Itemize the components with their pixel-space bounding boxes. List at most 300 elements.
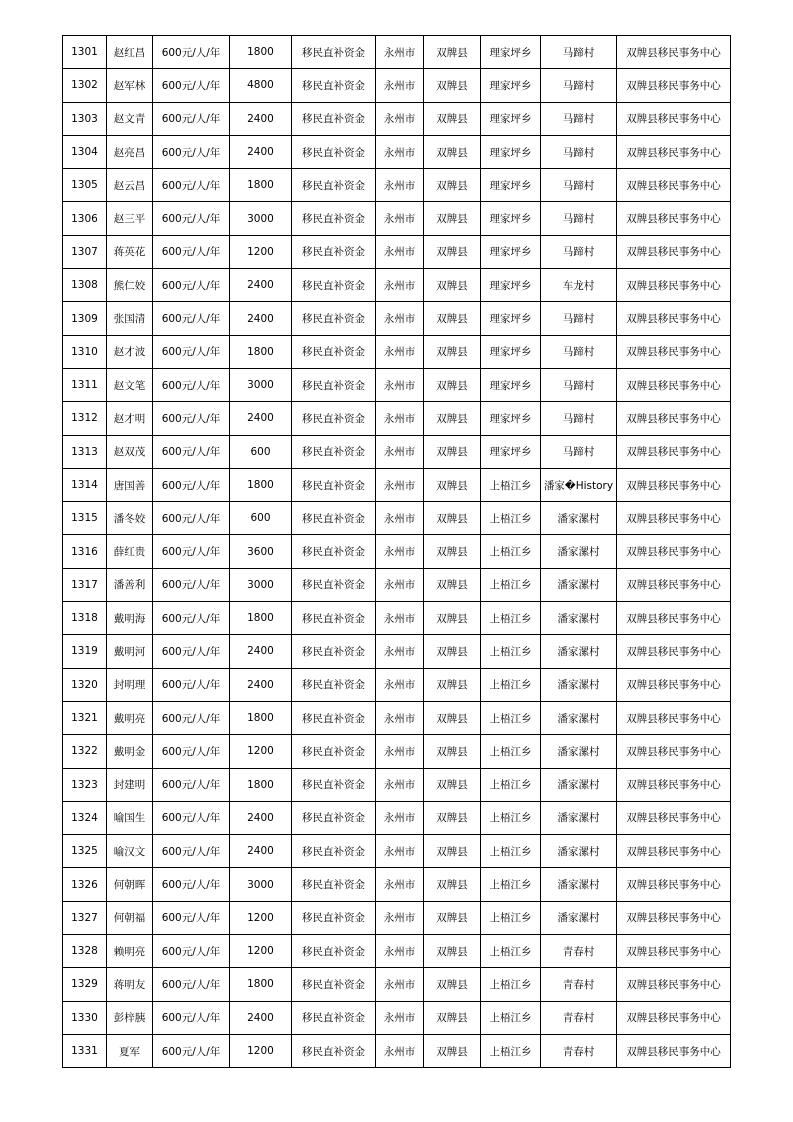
row-number-cell: 1326 bbox=[63, 868, 107, 901]
table-row bbox=[63, 135, 731, 168]
township-cell: 上梧江乡 bbox=[481, 768, 541, 801]
fund-type-cell: 移民直补资金 bbox=[292, 901, 376, 934]
township-cell: 理家坪乡 bbox=[481, 202, 541, 235]
amount-cell: 2400 bbox=[230, 835, 292, 868]
county-cell: 双牌县 bbox=[424, 835, 481, 868]
table-row bbox=[63, 169, 731, 202]
person-name-cell: 薛红贵 bbox=[107, 535, 153, 568]
issuing-agency-cell: 双牌县移民事务中心 bbox=[617, 1034, 731, 1067]
city-cell: 永州市 bbox=[376, 36, 424, 69]
row-number-cell: 1323 bbox=[63, 768, 107, 801]
row-number-cell: 1311 bbox=[63, 368, 107, 401]
amount-cell: 3000 bbox=[230, 868, 292, 901]
fund-type-cell: 移民直补资金 bbox=[292, 468, 376, 501]
fund-type-cell: 移民直补资金 bbox=[292, 1001, 376, 1034]
table-row bbox=[63, 1001, 731, 1034]
issuing-agency-cell: 双牌县移民事务中心 bbox=[617, 968, 731, 1001]
row-number-cell: 1321 bbox=[63, 701, 107, 734]
village-cell: 潘家漯村 bbox=[541, 668, 617, 701]
township-cell: 上梧江乡 bbox=[481, 901, 541, 934]
county-cell: 双牌县 bbox=[424, 1001, 481, 1034]
issuing-agency-cell: 双牌县移民事务中心 bbox=[617, 635, 731, 668]
issuing-agency-cell: 双牌县移民事务中心 bbox=[617, 535, 731, 568]
amount-cell: 1800 bbox=[230, 335, 292, 368]
county-cell: 双牌县 bbox=[424, 901, 481, 934]
fund-type-cell: 移民直补资金 bbox=[292, 768, 376, 801]
amount-cell: 1200 bbox=[230, 235, 292, 268]
person-name-cell: 赵云昌 bbox=[107, 169, 153, 202]
issuing-agency-cell: 双牌县移民事务中心 bbox=[617, 269, 731, 302]
person-name-cell: 赵亮昌 bbox=[107, 135, 153, 168]
amount-cell: 600 bbox=[230, 435, 292, 468]
city-cell: 永州市 bbox=[376, 235, 424, 268]
fund-type-cell: 移民直补资金 bbox=[292, 135, 376, 168]
city-cell: 永州市 bbox=[376, 402, 424, 435]
person-name-cell: 赵三平 bbox=[107, 202, 153, 235]
township-cell: 理家坪乡 bbox=[481, 402, 541, 435]
city-cell: 永州市 bbox=[376, 435, 424, 468]
amount-cell: 2400 bbox=[230, 135, 292, 168]
village-cell: 青春村 bbox=[541, 935, 617, 968]
township-cell: 上梧江乡 bbox=[481, 602, 541, 635]
township-cell: 理家坪乡 bbox=[481, 135, 541, 168]
table-row bbox=[63, 1034, 731, 1067]
table-row bbox=[63, 269, 731, 302]
village-cell: 马蹄村 bbox=[541, 435, 617, 468]
table-row bbox=[63, 602, 731, 635]
person-name-cell: 何朝福 bbox=[107, 901, 153, 934]
table-row bbox=[63, 235, 731, 268]
row-number-cell: 1320 bbox=[63, 668, 107, 701]
amount-cell: 2400 bbox=[230, 1001, 292, 1034]
city-cell: 永州市 bbox=[376, 535, 424, 568]
city-cell: 永州市 bbox=[376, 668, 424, 701]
county-cell: 双牌县 bbox=[424, 868, 481, 901]
township-cell: 上梧江乡 bbox=[481, 701, 541, 734]
row-number-cell: 1303 bbox=[63, 102, 107, 135]
table-row bbox=[63, 402, 731, 435]
row-number-cell: 1304 bbox=[63, 135, 107, 168]
row-number-cell: 1325 bbox=[63, 835, 107, 868]
amount-cell: 2400 bbox=[230, 801, 292, 834]
row-number-cell: 1329 bbox=[63, 968, 107, 1001]
county-cell: 双牌县 bbox=[424, 468, 481, 501]
township-cell: 上梧江乡 bbox=[481, 935, 541, 968]
village-cell: 马蹄村 bbox=[541, 36, 617, 69]
table-row bbox=[63, 36, 731, 69]
amount-cell: 1800 bbox=[230, 968, 292, 1001]
county-cell: 双牌县 bbox=[424, 735, 481, 768]
table-row bbox=[63, 335, 731, 368]
township-cell: 上梧江乡 bbox=[481, 868, 541, 901]
amount-cell: 2400 bbox=[230, 668, 292, 701]
row-number-cell: 1327 bbox=[63, 901, 107, 934]
fund-type-cell: 移民直补资金 bbox=[292, 635, 376, 668]
table-row bbox=[63, 835, 731, 868]
village-cell: 马蹄村 bbox=[541, 335, 617, 368]
village-cell: 潘家漯村 bbox=[541, 602, 617, 635]
amount-cell: 1800 bbox=[230, 169, 292, 202]
table-row bbox=[63, 502, 731, 535]
fund-type-cell: 移民直补资金 bbox=[292, 368, 376, 401]
issuing-agency-cell: 双牌县移民事务中心 bbox=[617, 835, 731, 868]
amount-cell: 2400 bbox=[230, 635, 292, 668]
city-cell: 永州市 bbox=[376, 901, 424, 934]
amount-cell: 1800 bbox=[230, 36, 292, 69]
county-cell: 双牌县 bbox=[424, 768, 481, 801]
person-name-cell: 张国清 bbox=[107, 302, 153, 335]
subsidy-standard-cell: 600元/人/年 bbox=[153, 368, 230, 401]
city-cell: 永州市 bbox=[376, 202, 424, 235]
person-name-cell: 蒋明友 bbox=[107, 968, 153, 1001]
subsidy-standard-cell: 600元/人/年 bbox=[153, 169, 230, 202]
issuing-agency-cell: 双牌县移民事务中心 bbox=[617, 801, 731, 834]
issuing-agency-cell: 双牌县移民事务中心 bbox=[617, 768, 731, 801]
fund-type-cell: 移民直补资金 bbox=[292, 235, 376, 268]
row-number-cell: 1330 bbox=[63, 1001, 107, 1034]
township-cell: 上梧江乡 bbox=[481, 735, 541, 768]
county-cell: 双牌县 bbox=[424, 36, 481, 69]
city-cell: 永州市 bbox=[376, 368, 424, 401]
village-cell: 潘家漯村 bbox=[541, 835, 617, 868]
issuing-agency-cell: 双牌县移民事务中心 bbox=[617, 69, 731, 102]
city-cell: 永州市 bbox=[376, 335, 424, 368]
issuing-agency-cell: 双牌县移民事务中心 bbox=[617, 202, 731, 235]
county-cell: 双牌县 bbox=[424, 968, 481, 1001]
row-number-cell: 1310 bbox=[63, 335, 107, 368]
row-number-cell: 1316 bbox=[63, 535, 107, 568]
subsidy-standard-cell: 600元/人/年 bbox=[153, 801, 230, 834]
subsidy-standard-cell: 600元/人/年 bbox=[153, 269, 230, 302]
city-cell: 永州市 bbox=[376, 735, 424, 768]
row-number-cell: 1319 bbox=[63, 635, 107, 668]
person-name-cell: 封建明 bbox=[107, 768, 153, 801]
issuing-agency-cell: 双牌县移民事务中心 bbox=[617, 402, 731, 435]
issuing-agency-cell: 双牌县移民事务中心 bbox=[617, 1001, 731, 1034]
county-cell: 双牌县 bbox=[424, 435, 481, 468]
table-row bbox=[63, 668, 731, 701]
subsidy-standard-cell: 600元/人/年 bbox=[153, 701, 230, 734]
person-name-cell: 赵军林 bbox=[107, 69, 153, 102]
village-cell: 马蹄村 bbox=[541, 202, 617, 235]
county-cell: 双牌县 bbox=[424, 269, 481, 302]
city-cell: 永州市 bbox=[376, 69, 424, 102]
city-cell: 永州市 bbox=[376, 768, 424, 801]
fund-type-cell: 移民直补资金 bbox=[292, 568, 376, 601]
village-cell: 马蹄村 bbox=[541, 402, 617, 435]
township-cell: 上梧江乡 bbox=[481, 835, 541, 868]
amount-cell: 1800 bbox=[230, 768, 292, 801]
fund-type-cell: 移民直补资金 bbox=[292, 435, 376, 468]
fund-type-cell: 移民直补资金 bbox=[292, 602, 376, 635]
person-name-cell: 戴明海 bbox=[107, 602, 153, 635]
county-cell: 双牌县 bbox=[424, 635, 481, 668]
subsidy-standard-cell: 600元/人/年 bbox=[153, 36, 230, 69]
subsidy-standard-cell: 600元/人/年 bbox=[153, 302, 230, 335]
city-cell: 永州市 bbox=[376, 701, 424, 734]
person-name-cell: 赵双茂 bbox=[107, 435, 153, 468]
issuing-agency-cell: 双牌县移民事务中心 bbox=[617, 502, 731, 535]
subsidy-standard-cell: 600元/人/年 bbox=[153, 402, 230, 435]
row-number-cell: 1313 bbox=[63, 435, 107, 468]
county-cell: 双牌县 bbox=[424, 302, 481, 335]
issuing-agency-cell: 双牌县移民事务中心 bbox=[617, 135, 731, 168]
subsidy-standard-cell: 600元/人/年 bbox=[153, 535, 230, 568]
amount-cell: 2400 bbox=[230, 302, 292, 335]
issuing-agency-cell: 双牌县移民事务中心 bbox=[617, 36, 731, 69]
village-cell: 潘家漯村 bbox=[541, 768, 617, 801]
city-cell: 永州市 bbox=[376, 1001, 424, 1034]
county-cell: 双牌县 bbox=[424, 935, 481, 968]
county-cell: 双牌县 bbox=[424, 801, 481, 834]
village-cell: 潘家�History bbox=[541, 468, 617, 501]
table-row bbox=[63, 69, 731, 102]
subsidy-standard-cell: 600元/人/年 bbox=[153, 935, 230, 968]
village-cell: 马蹄村 bbox=[541, 135, 617, 168]
county-cell: 双牌县 bbox=[424, 701, 481, 734]
township-cell: 理家坪乡 bbox=[481, 269, 541, 302]
county-cell: 双牌县 bbox=[424, 335, 481, 368]
subsidy-standard-cell: 600元/人/年 bbox=[153, 435, 230, 468]
person-name-cell: 彭梓胰 bbox=[107, 1001, 153, 1034]
issuing-agency-cell: 双牌县移民事务中心 bbox=[617, 901, 731, 934]
subsidy-standard-cell: 600元/人/年 bbox=[153, 968, 230, 1001]
subsidy-standard-cell: 600元/人/年 bbox=[153, 835, 230, 868]
row-number-cell: 1306 bbox=[63, 202, 107, 235]
issuing-agency-cell: 双牌县移民事务中心 bbox=[617, 735, 731, 768]
city-cell: 永州市 bbox=[376, 835, 424, 868]
county-cell: 双牌县 bbox=[424, 235, 481, 268]
county-cell: 双牌县 bbox=[424, 602, 481, 635]
table-row bbox=[63, 868, 731, 901]
row-number-cell: 1308 bbox=[63, 269, 107, 302]
subsidy-standard-cell: 600元/人/年 bbox=[153, 868, 230, 901]
city-cell: 永州市 bbox=[376, 602, 424, 635]
person-name-cell: 潘善利 bbox=[107, 568, 153, 601]
subsidy-standard-cell: 600元/人/年 bbox=[153, 901, 230, 934]
subsidy-standard-cell: 600元/人/年 bbox=[153, 202, 230, 235]
village-cell: 马蹄村 bbox=[541, 69, 617, 102]
fund-type-cell: 移民直补资金 bbox=[292, 801, 376, 834]
person-name-cell: 戴明亮 bbox=[107, 701, 153, 734]
county-cell: 双牌县 bbox=[424, 1034, 481, 1067]
table-row bbox=[63, 935, 731, 968]
fund-type-cell: 移民直补资金 bbox=[292, 535, 376, 568]
subsidy-standard-cell: 600元/人/年 bbox=[153, 568, 230, 601]
fund-type-cell: 移民直补资金 bbox=[292, 302, 376, 335]
township-cell: 上梧江乡 bbox=[481, 535, 541, 568]
village-cell: 潘家漯村 bbox=[541, 635, 617, 668]
fund-type-cell: 移民直补资金 bbox=[292, 701, 376, 734]
table-row bbox=[63, 901, 731, 934]
city-cell: 永州市 bbox=[376, 169, 424, 202]
village-cell: 马蹄村 bbox=[541, 235, 617, 268]
county-cell: 双牌县 bbox=[424, 502, 481, 535]
person-name-cell: 赖明亮 bbox=[107, 935, 153, 968]
subsidy-standard-cell: 600元/人/年 bbox=[153, 335, 230, 368]
issuing-agency-cell: 双牌县移民事务中心 bbox=[617, 235, 731, 268]
fund-type-cell: 移民直补资金 bbox=[292, 69, 376, 102]
person-name-cell: 戴明金 bbox=[107, 735, 153, 768]
subsidy-standard-cell: 600元/人/年 bbox=[153, 602, 230, 635]
village-cell: 马蹄村 bbox=[541, 368, 617, 401]
table-row bbox=[63, 468, 731, 501]
township-cell: 上梧江乡 bbox=[481, 668, 541, 701]
person-name-cell: 夏军 bbox=[107, 1034, 153, 1067]
township-cell: 上梧江乡 bbox=[481, 801, 541, 834]
county-cell: 双牌县 bbox=[424, 169, 481, 202]
amount-cell: 2400 bbox=[230, 269, 292, 302]
issuing-agency-cell: 双牌县移民事务中心 bbox=[617, 935, 731, 968]
village-cell: 马蹄村 bbox=[541, 302, 617, 335]
fund-type-cell: 移民直补资金 bbox=[292, 835, 376, 868]
township-cell: 上梧江乡 bbox=[481, 635, 541, 668]
person-name-cell: 赵红昌 bbox=[107, 36, 153, 69]
village-cell: 车龙村 bbox=[541, 269, 617, 302]
table-body bbox=[63, 36, 731, 1068]
township-cell: 理家坪乡 bbox=[481, 69, 541, 102]
person-name-cell: 熊仁姣 bbox=[107, 269, 153, 302]
township-cell: 理家坪乡 bbox=[481, 102, 541, 135]
person-name-cell: 何朝晖 bbox=[107, 868, 153, 901]
fund-type-cell: 移民直补资金 bbox=[292, 269, 376, 302]
row-number-cell: 1309 bbox=[63, 302, 107, 335]
township-cell: 上梧江乡 bbox=[481, 968, 541, 1001]
city-cell: 永州市 bbox=[376, 1034, 424, 1067]
subsidy-standard-cell: 600元/人/年 bbox=[153, 1034, 230, 1067]
county-cell: 双牌县 bbox=[424, 69, 481, 102]
person-name-cell: 戴明河 bbox=[107, 635, 153, 668]
village-cell: 潘家漯村 bbox=[541, 701, 617, 734]
table-row bbox=[63, 202, 731, 235]
city-cell: 永州市 bbox=[376, 635, 424, 668]
row-number-cell: 1328 bbox=[63, 935, 107, 968]
township-cell: 理家坪乡 bbox=[481, 435, 541, 468]
subsidy-standard-cell: 600元/人/年 bbox=[153, 1001, 230, 1034]
township-cell: 理家坪乡 bbox=[481, 235, 541, 268]
fund-type-cell: 移民直补资金 bbox=[292, 1034, 376, 1067]
table-row bbox=[63, 568, 731, 601]
fund-type-cell: 移民直补资金 bbox=[292, 735, 376, 768]
township-cell: 理家坪乡 bbox=[481, 169, 541, 202]
row-number-cell: 1324 bbox=[63, 801, 107, 834]
city-cell: 永州市 bbox=[376, 102, 424, 135]
township-cell: 上梧江乡 bbox=[481, 568, 541, 601]
issuing-agency-cell: 双牌县移民事务中心 bbox=[617, 468, 731, 501]
fund-type-cell: 移民直补资金 bbox=[292, 868, 376, 901]
subsidy-standard-cell: 600元/人/年 bbox=[153, 735, 230, 768]
row-number-cell: 1331 bbox=[63, 1034, 107, 1067]
city-cell: 永州市 bbox=[376, 868, 424, 901]
city-cell: 永州市 bbox=[376, 269, 424, 302]
amount-cell: 2400 bbox=[230, 402, 292, 435]
subsidy-standard-cell: 600元/人/年 bbox=[153, 235, 230, 268]
fund-type-cell: 移民直补资金 bbox=[292, 402, 376, 435]
county-cell: 双牌县 bbox=[424, 102, 481, 135]
village-cell: 潘家漯村 bbox=[541, 868, 617, 901]
amount-cell: 1800 bbox=[230, 602, 292, 635]
subsidy-standard-cell: 600元/人/年 bbox=[153, 102, 230, 135]
township-cell: 理家坪乡 bbox=[481, 302, 541, 335]
subsidy-standard-cell: 600元/人/年 bbox=[153, 135, 230, 168]
fund-type-cell: 移民直补资金 bbox=[292, 36, 376, 69]
row-number-cell: 1315 bbox=[63, 502, 107, 535]
subsidy-standard-cell: 600元/人/年 bbox=[153, 468, 230, 501]
issuing-agency-cell: 双牌县移民事务中心 bbox=[617, 701, 731, 734]
person-name-cell: 赵才波 bbox=[107, 335, 153, 368]
person-name-cell: 赵才明 bbox=[107, 402, 153, 435]
village-cell: 青春村 bbox=[541, 1001, 617, 1034]
issuing-agency-cell: 双牌县移民事务中心 bbox=[617, 668, 731, 701]
fund-type-cell: 移民直补资金 bbox=[292, 202, 376, 235]
city-cell: 永州市 bbox=[376, 135, 424, 168]
table-row bbox=[63, 302, 731, 335]
city-cell: 永州市 bbox=[376, 968, 424, 1001]
fund-type-cell: 移民直补资金 bbox=[292, 502, 376, 535]
village-cell: 潘家漯村 bbox=[541, 535, 617, 568]
fund-type-cell: 移民直补资金 bbox=[292, 169, 376, 202]
row-number-cell: 1305 bbox=[63, 169, 107, 202]
person-name-cell: 喻国生 bbox=[107, 801, 153, 834]
county-cell: 双牌县 bbox=[424, 202, 481, 235]
person-name-cell: 唐国善 bbox=[107, 468, 153, 501]
county-cell: 双牌县 bbox=[424, 135, 481, 168]
amount-cell: 2400 bbox=[230, 102, 292, 135]
county-cell: 双牌县 bbox=[424, 535, 481, 568]
row-number-cell: 1322 bbox=[63, 735, 107, 768]
amount-cell: 3000 bbox=[230, 568, 292, 601]
amount-cell: 3600 bbox=[230, 535, 292, 568]
issuing-agency-cell: 双牌县移民事务中心 bbox=[617, 602, 731, 635]
row-number-cell: 1307 bbox=[63, 235, 107, 268]
amount-cell: 4800 bbox=[230, 69, 292, 102]
township-cell: 上梧江乡 bbox=[481, 468, 541, 501]
amount-cell: 600 bbox=[230, 502, 292, 535]
city-cell: 永州市 bbox=[376, 935, 424, 968]
table-row bbox=[63, 968, 731, 1001]
fund-type-cell: 移民直补资金 bbox=[292, 102, 376, 135]
issuing-agency-cell: 双牌县移民事务中心 bbox=[617, 169, 731, 202]
person-name-cell: 赵文笔 bbox=[107, 368, 153, 401]
subsidy-table bbox=[62, 35, 731, 1068]
amount-cell: 1200 bbox=[230, 935, 292, 968]
fund-type-cell: 移民直补资金 bbox=[292, 335, 376, 368]
fund-type-cell: 移民直补资金 bbox=[292, 668, 376, 701]
issuing-agency-cell: 双牌县移民事务中心 bbox=[617, 868, 731, 901]
village-cell: 马蹄村 bbox=[541, 102, 617, 135]
fund-type-cell: 移民直补资金 bbox=[292, 935, 376, 968]
village-cell: 潘家漯村 bbox=[541, 502, 617, 535]
village-cell: 马蹄村 bbox=[541, 169, 617, 202]
village-cell: 潘家漯村 bbox=[541, 801, 617, 834]
subsidy-standard-cell: 600元/人/年 bbox=[153, 635, 230, 668]
subsidy-standard-cell: 600元/人/年 bbox=[153, 768, 230, 801]
amount-cell: 1200 bbox=[230, 901, 292, 934]
subsidy-standard-cell: 600元/人/年 bbox=[153, 668, 230, 701]
township-cell: 理家坪乡 bbox=[481, 36, 541, 69]
issuing-agency-cell: 双牌县移民事务中心 bbox=[617, 435, 731, 468]
township-cell: 上梧江乡 bbox=[481, 1001, 541, 1034]
table-row bbox=[63, 635, 731, 668]
county-cell: 双牌县 bbox=[424, 668, 481, 701]
table-row bbox=[63, 701, 731, 734]
township-cell: 上梧江乡 bbox=[481, 502, 541, 535]
county-cell: 双牌县 bbox=[424, 568, 481, 601]
village-cell: 潘家漯村 bbox=[541, 901, 617, 934]
amount-cell: 1200 bbox=[230, 735, 292, 768]
subsidy-standard-cell: 600元/人/年 bbox=[153, 502, 230, 535]
subsidy-standard-cell: 600元/人/年 bbox=[153, 69, 230, 102]
